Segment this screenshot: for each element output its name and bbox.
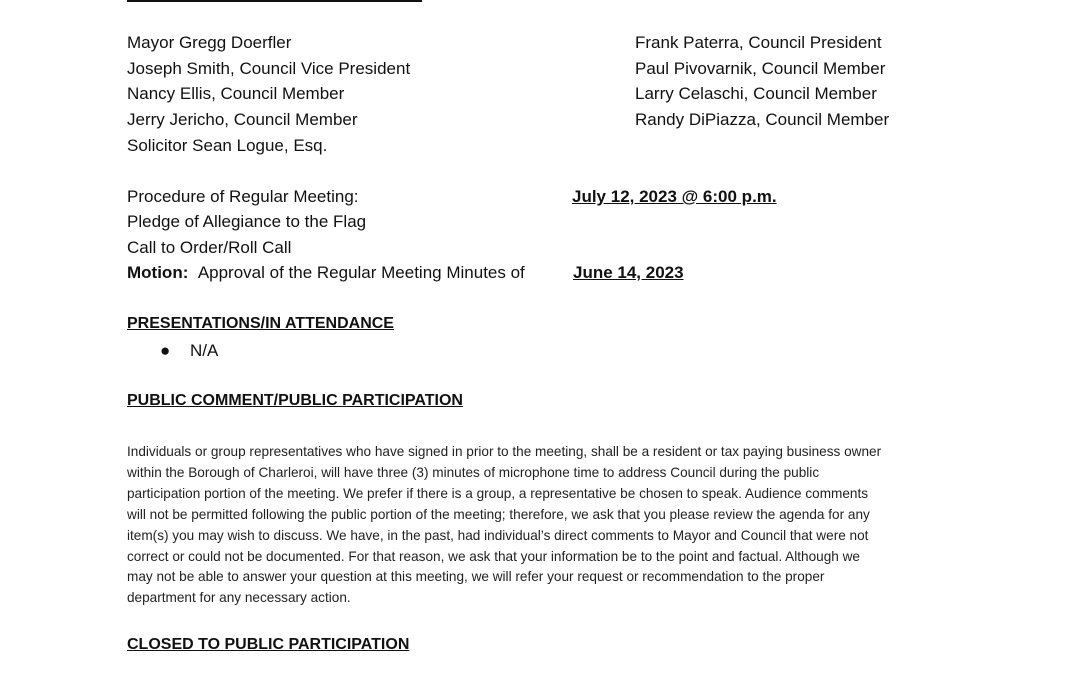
attendee-right-1: Frank Paterra, Council President bbox=[635, 33, 882, 52]
attendee-left-2: Joseph Smith, Council Vice President bbox=[127, 59, 411, 78]
top-divider bbox=[127, 0, 422, 2]
procedure-label: Procedure of Regular Meeting: bbox=[127, 187, 359, 206]
closed-heading: CLOSED TO PUBLIC PARTICIPATION bbox=[127, 636, 410, 653]
presentations-item bbox=[160, 340, 218, 362]
paragraph-line: item(s) you may wish to discuss. We have, in the past, had individual’s direct comments to Mayor and Council that were not bbox=[127, 527, 869, 543]
public-comment-heading: PUBLIC COMMENT/PUBLIC PARTICIPATION bbox=[127, 392, 463, 409]
attendee-right-4: Randy DiPiazza, Council Member bbox=[635, 110, 890, 129]
bullet-icon: ● bbox=[160, 341, 171, 360]
paragraph-line: department for any necessary action. bbox=[127, 590, 351, 606]
minutes-date: June 14, 2023 bbox=[573, 263, 684, 282]
paragraph-line: Individuals or group representatives who have signed in prior to the meeting, shall be a resident or tax paying business owner bbox=[127, 444, 882, 459]
attendee-left-4: Jerry Jericho, Council Member bbox=[127, 110, 358, 129]
call-to-order-line: Call to Order/Roll Call bbox=[127, 238, 292, 257]
attendee-right-2: Paul Pivovarnik, Council Member bbox=[635, 59, 886, 78]
presentations-item-text: N/A bbox=[190, 341, 219, 360]
motion-label: Motion: bbox=[127, 263, 189, 282]
attendee-left-5: Solicitor Sean Logue, Esq. bbox=[127, 136, 328, 155]
public-comment-paragraph bbox=[127, 442, 942, 609]
paragraph-line: within the Borough of Charleroi, will have three (3) minutes of microphone time to address Council during the public bbox=[127, 464, 820, 480]
pledge-line: Pledge of Allegiance to the Flag bbox=[127, 212, 367, 231]
paragraph-line: correct or could not be documented. For that reason, we ask that your information be to the point and factual. Although we bbox=[127, 548, 860, 564]
motion-text: Approval of the Regular Meeting Minutes of bbox=[197, 263, 525, 282]
attendee-left-3: Nancy Ellis, Council Member bbox=[127, 84, 345, 103]
meeting-date: July 12, 2023 @ 6:00 p.m. bbox=[572, 187, 777, 206]
paragraph-line: will not be permitted following the public portion of the meeting; therefore, we ask that you please review the agenda for any bbox=[127, 506, 870, 522]
paragraph-line: participation portion of the meeting. We prefer if there is a group, a representative be chosen to speak. Audience comments bbox=[127, 485, 869, 501]
presentations-heading: PRESENTATIONS/IN ATTENDANCE bbox=[127, 315, 394, 332]
paragraph-line: may not be able to answer your question at this meeting, we will refer your request or recommendation to the proper bbox=[127, 569, 825, 585]
attendee-left-1: Mayor Gregg Doerfler bbox=[127, 33, 292, 52]
attendee-right-3: Larry Celaschi, Council Member bbox=[635, 84, 877, 103]
motion-line bbox=[127, 262, 525, 284]
